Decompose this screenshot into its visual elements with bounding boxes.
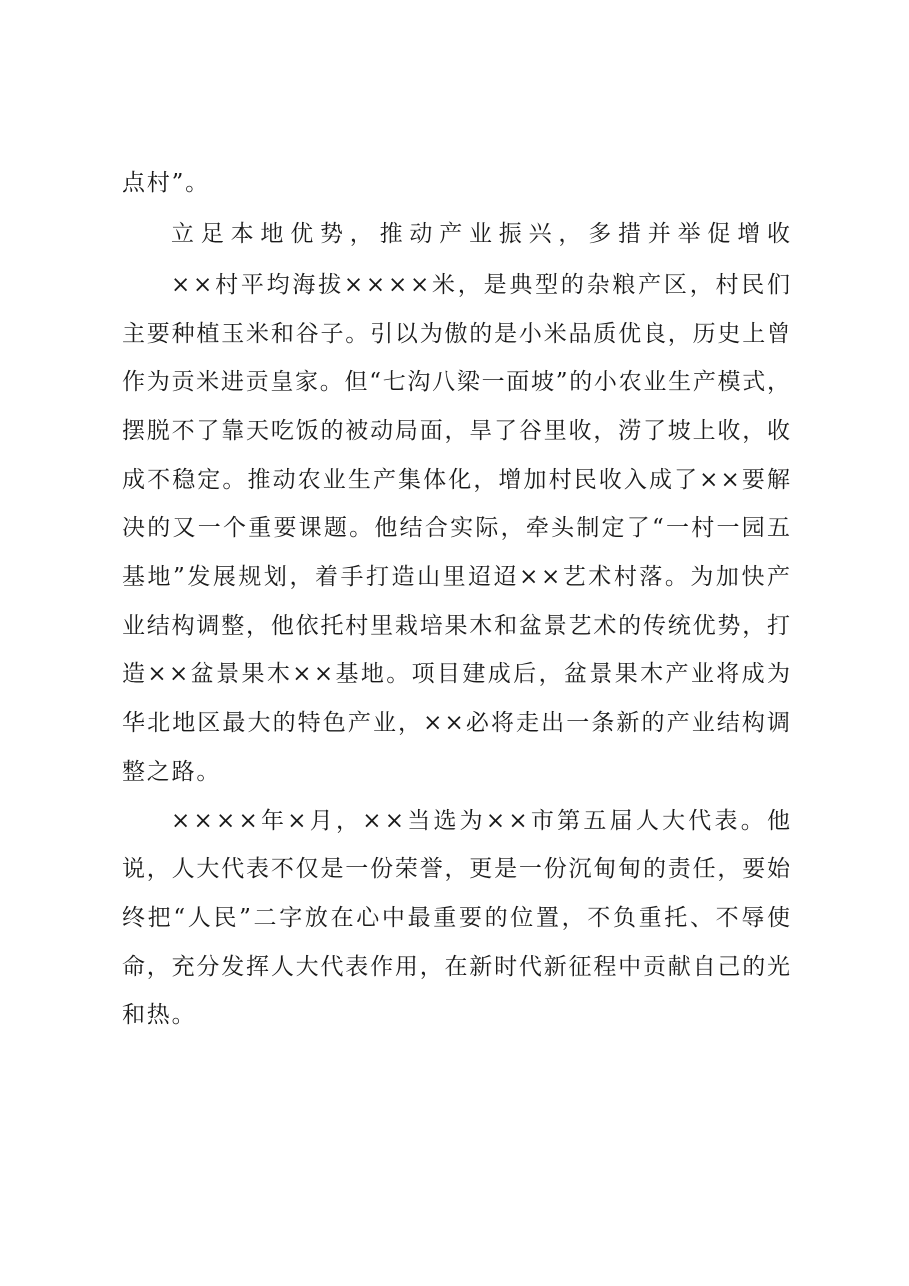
line-text: 作为贡米进贡皇家。但“七沟八梁一面坡”的小农业生产模式， bbox=[122, 369, 792, 395]
line-text: 终把“人民”二字放在心中最重要的位置，不负重托、不辱使 bbox=[122, 905, 793, 931]
text-line bbox=[0, 314, 909, 354]
line-text: 摆脱不了靠天吃饭的被动局面，旱了谷里收，涝了坡上收，收 bbox=[122, 418, 792, 444]
text-line bbox=[0, 849, 909, 889]
line-text: 决的又一个重要课题。他结合实际，牵头制定了“一村一园五 bbox=[122, 515, 793, 541]
text-line bbox=[0, 947, 909, 987]
text-line bbox=[0, 460, 909, 500]
line-text: 主要种植玉米和谷子。引以为傲的是小米品质优良，历史上曾 bbox=[122, 321, 792, 347]
text-line bbox=[0, 995, 909, 1035]
line-text: 整之路。 bbox=[122, 759, 222, 785]
text-line bbox=[0, 606, 909, 646]
text-line bbox=[0, 362, 909, 402]
line-text: 和热。 bbox=[122, 1002, 197, 1028]
text-line bbox=[0, 163, 909, 203]
line-text: ××××年×月，××当选为××市第五届人大代表。他 bbox=[171, 808, 794, 834]
line-text: 成不稳定。推动农业生产集体化，增加村民收入成了××要解 bbox=[122, 467, 793, 493]
line-text: 点村”。 bbox=[122, 170, 210, 196]
line-text: 业结构调整，他依托村里栽培果木和盆景艺术的传统优势，打 bbox=[122, 613, 792, 639]
text-line bbox=[0, 703, 909, 743]
section-heading bbox=[0, 214, 909, 254]
text-line bbox=[0, 801, 909, 841]
text-line bbox=[0, 557, 909, 597]
line-text: 华北地区最大的特色产业，××必将走出一条新的产业结构调 bbox=[122, 710, 793, 736]
line-text: 命，充分发挥人大代表作用，在新时代新征程中贡献自己的光 bbox=[122, 954, 792, 980]
text-line bbox=[0, 752, 909, 792]
text-line bbox=[0, 898, 909, 938]
text-line bbox=[0, 265, 909, 305]
line-text: 造××盆景果木××基地。项目建成后，盆景果木产业将成为 bbox=[122, 661, 793, 687]
line-text: 说，人大代表不仅是一份荣誉，更是一份沉甸甸的责任，要始 bbox=[122, 856, 792, 882]
line-text: ××村平均海拔××××米，是典型的杂粮产区，村民们 bbox=[171, 272, 793, 298]
text-line bbox=[0, 654, 909, 694]
text-line bbox=[0, 508, 909, 548]
line-text: 基地”发展规划，着手打造山里迢迢××艺术村落。为加快产 bbox=[122, 564, 793, 590]
line-text: 立足本地优势，推动产业振兴，多措并举促增收 bbox=[171, 221, 797, 247]
text-line bbox=[0, 411, 909, 451]
